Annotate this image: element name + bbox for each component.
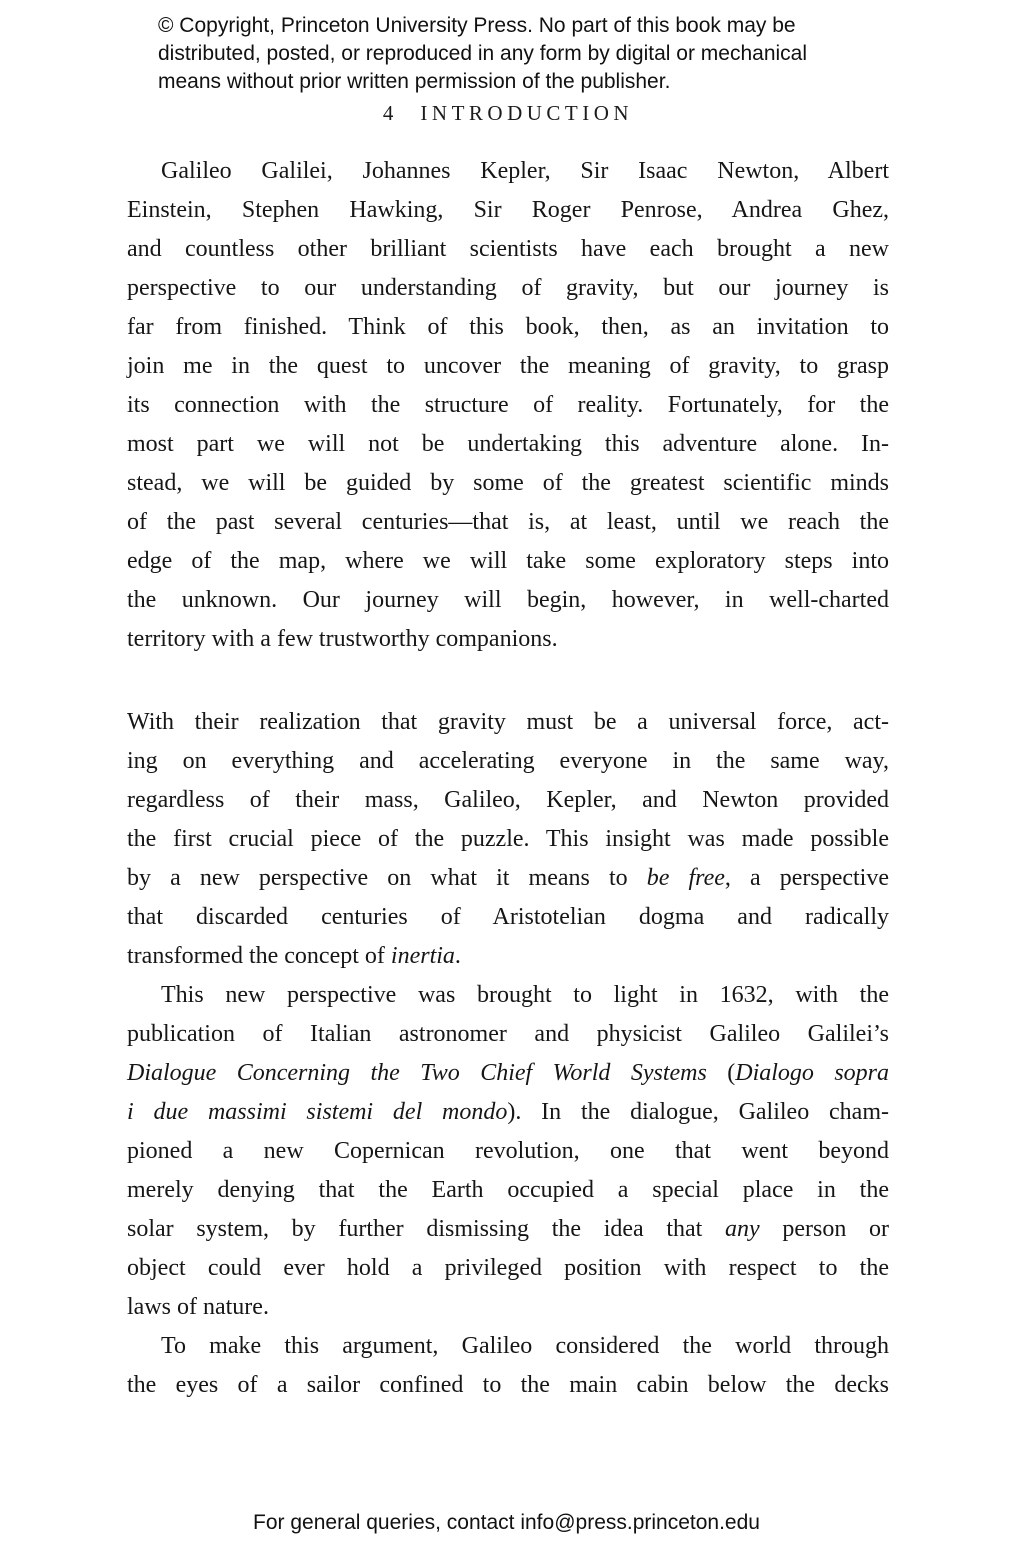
text-line: [127, 386, 889, 425]
copyright-notice: [158, 12, 878, 96]
text-line: [127, 742, 889, 781]
copyright-line-3: means without prior written permission of the publisher.: [158, 70, 671, 93]
text-line: [127, 1015, 889, 1054]
text-run: of the past several centuries—that is, at least, until we reach the: [127, 509, 889, 535]
paragraph: [127, 152, 889, 659]
text-line: [127, 425, 889, 464]
text-run: regardless of their mass, Galileo, Kepler, and Newton provided: [127, 787, 889, 813]
copyright-line-1: © Copyright, Princeton University Press. No part of this book may be: [158, 14, 796, 37]
text-line: [127, 347, 889, 386]
italic-text-run: i due massimi sistemi del mondo: [127, 1099, 508, 1125]
text-run: perspective to our understanding of gravity, but our journey is: [127, 275, 889, 301]
text-run: To make this argument, Galileo considered the world through: [161, 1333, 889, 1359]
text-run: join me in the quest to uncover the meaning of gravity, to grasp: [127, 353, 889, 379]
text-line: [127, 820, 889, 859]
body-text: [127, 152, 889, 1405]
text-line: [127, 976, 889, 1015]
text-run: laws of nature.: [127, 1294, 269, 1320]
page-header: [127, 101, 889, 126]
paragraph: [127, 1327, 889, 1405]
text-line: [127, 859, 889, 898]
italic-text-run: Dialogo sopra: [735, 1060, 889, 1086]
italic-text-run: inertia: [390, 943, 455, 969]
text-run: (: [706, 1060, 736, 1086]
text-run: .: [454, 943, 461, 969]
text-line: [127, 230, 889, 269]
text-run: by a new perspective on what it means to: [127, 865, 647, 891]
text-run: its connection with the structure of reality. Fortunately, for the: [127, 392, 889, 418]
text-run: ing on everything and accelerating everyone in the same way,: [127, 748, 889, 774]
italic-text-run: any: [725, 1216, 760, 1242]
page-footer: [0, 1511, 1013, 1535]
text-line: [127, 269, 889, 308]
text-line: [127, 781, 889, 820]
text-run: territory with a few trustworthy companions.: [127, 626, 558, 652]
text-line: [127, 1210, 889, 1249]
text-run: the unknown. Our journey will begin, however, in well-charted: [127, 587, 889, 613]
running-head: INTRODUCTION: [420, 101, 634, 125]
text-run: merely denying that the Earth occupied a special place in the: [127, 1177, 889, 1203]
text-line: [127, 503, 889, 542]
text-line: [127, 581, 889, 620]
text-line: [127, 1327, 889, 1366]
text-run: most part we will not be undertaking this adventure alone. In-: [127, 431, 889, 457]
text-run: person or: [759, 1216, 890, 1242]
text-line: [127, 1132, 889, 1171]
text-line: [127, 937, 889, 976]
text-run: Galileo Galilei, Johannes Kepler, Sir Isaac Newton, Albert: [161, 158, 889, 184]
text-run: ). In the dialogue, Galileo cham-: [507, 1099, 889, 1125]
italic-text-run: be free: [646, 865, 725, 891]
page-number: 4: [382, 101, 395, 125]
text-line: [127, 308, 889, 347]
text-line: [127, 1366, 889, 1405]
text-run: With their realization that gravity must be a universal force, act-: [127, 709, 889, 735]
text-run: stead, we will be guided by some of the greatest scientific minds: [127, 470, 889, 496]
text-run: the eyes of a sailor confined to the main cabin below the decks: [127, 1372, 889, 1398]
text-run: publication of Italian astronomer and physicist Galileo Galilei’s: [127, 1021, 889, 1047]
text-run: the first crucial piece of the puzzle. This insight was made possible: [127, 826, 889, 852]
text-line: [127, 542, 889, 581]
text-line: [127, 1054, 889, 1093]
text-line: [127, 898, 889, 937]
text-line: [127, 152, 889, 191]
text-line: [127, 703, 889, 742]
italic-text-run: Dialogue Concerning the Two Chief World Systems: [127, 1060, 707, 1086]
text-run: pioned a new Copernican revolution, one that went beyond: [127, 1138, 889, 1164]
text-line: [127, 1249, 889, 1288]
text-run: transformed the concept of: [127, 943, 391, 969]
text-line: [127, 1093, 889, 1132]
text-run: and countless other brilliant scientists have each brought a new: [127, 236, 889, 262]
text-line: [127, 464, 889, 503]
text-line: [127, 620, 889, 659]
text-run: edge of the map, where we will take some exploratory steps into: [127, 548, 889, 574]
text-run: , a perspective: [724, 865, 889, 891]
text-line: [127, 191, 889, 230]
text-line: [127, 1171, 889, 1210]
text-run: Einstein, Stephen Hawking, Sir Roger Penrose, Andrea Ghez,: [127, 197, 889, 223]
text-run: This new perspective was brought to light in 1632, with the: [161, 982, 889, 1008]
text-run: object could ever hold a privileged position with respect to the: [127, 1255, 889, 1281]
text-run: far from finished. Think of this book, then, as an invitation to: [127, 314, 889, 340]
copyright-line-2: distributed, posted, or reproduced in any form by digital or mechanical: [158, 42, 808, 65]
text-line: [127, 1288, 889, 1327]
footer-contact: For general queries, contact info@press.princeton.edu: [253, 1511, 760, 1534]
text-run: that discarded centuries of Aristotelian dogma and radically: [127, 904, 889, 930]
text-run: solar system, by further dismissing the idea that: [127, 1216, 726, 1242]
paragraph: [127, 976, 889, 1327]
paragraph: [127, 703, 889, 976]
